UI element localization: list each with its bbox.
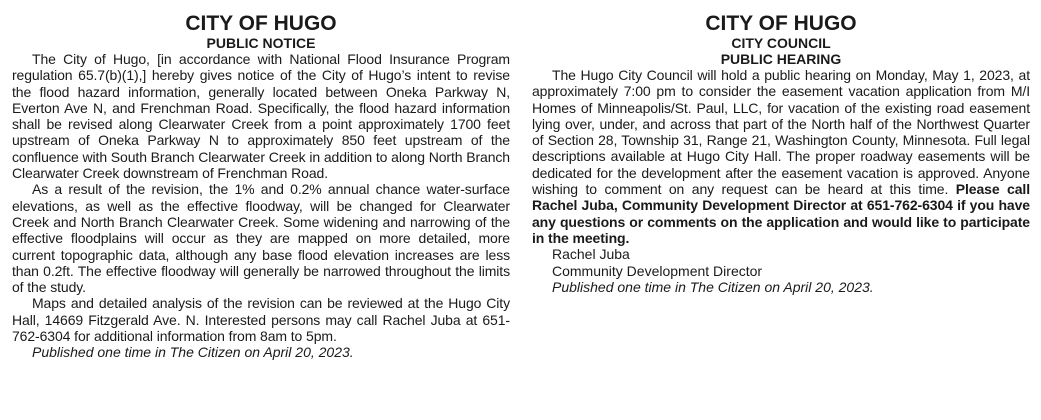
notice-title: CITY OF HUGO bbox=[185, 12, 337, 35]
notice-subtitle: CITY COUNCIL bbox=[731, 35, 831, 51]
signer-title: Community Development Director bbox=[552, 262, 763, 279]
notice-subtitle: PUBLIC HEARING bbox=[720, 51, 842, 67]
notice-title: CITY OF HUGO bbox=[705, 12, 857, 35]
publication-line: Published one time in The Citizen on April 20, 2023. bbox=[32, 344, 354, 361]
public-hearing-notice bbox=[532, 12, 1030, 295]
contact-instructions-text: Please call Rachel Juba, Community Development Director at 651-762-6304 if you have any questions or comments on the application and would like to participate in the meeting. bbox=[532, 181, 1031, 246]
flood-hazard-notice bbox=[12, 12, 510, 361]
notice-paragraph: The City of Hugo, [in accordance with National Flood Insurance Program regulation 65.7(b)(1),] hereby gives notice of the City of Hugo’s intent to revise the flood hazard information, generally located between Oneka Parkway N, Everton Ave N, and Frenchman Road. Specifically, the flood hazard information shall be revised along Clearwater Creek from a point approximately 1700 feet upstream of Oneka Parkway N to approximately 850 feet upstream of the confluence with South Branch Clearwater Creek in addition to along North Branch Clearwater Creek downstream of Frenchman Road. bbox=[12, 51, 510, 182]
notice-paragraph bbox=[532, 67, 1030, 246]
signer-name: Rachel Juba bbox=[552, 246, 630, 263]
publication-line: Published one time in The Citizen on April 20, 2023. bbox=[552, 278, 874, 295]
hearing-details-text: The Hugo City Council will hold a public hearing on Monday, May 1, 2023, at approximately 7:00 pm to consider the easement vacation application from M/I Homes of Minneapolis/St. Paul, LLC, for vacation of the existing road easement lying over, under, and across that part of the North half of the Northwest Quarter of Section 28, Township 31, Range 21, Washington County, Minnesota. Full legal descriptions available at Hugo City Hall. The proper roadway easements will be dedicated for the development after the easement vacation is approved. Anyone wishing to comment on any request can be heard at this time. bbox=[532, 67, 1030, 198]
notice-paragraph: As a result of the revision, the 1% and 0.2% annual chance water-surface elevations, as well as the effective floodway, will be changed for Clearwater Creek and North Branch Clearwater Creek. Some widening and narrowing of the effective floodplains will occur as they are mapped on more detailed, more current topographic data, although any base flood elevation increases are less than 0.2ft. The effective floodway will generally be narrowed throughout the limits of the study. bbox=[12, 181, 510, 296]
notice-subtitle: PUBLIC NOTICE bbox=[206, 35, 316, 51]
notice-paragraph: Maps and detailed analysis of the revision can be reviewed at the Hugo City Hall, 14669 Fitzgerald Ave. N. Interested persons may call Rachel Juba at 651-762-6304 for additional information from 8am to 5pm. bbox=[12, 295, 510, 345]
